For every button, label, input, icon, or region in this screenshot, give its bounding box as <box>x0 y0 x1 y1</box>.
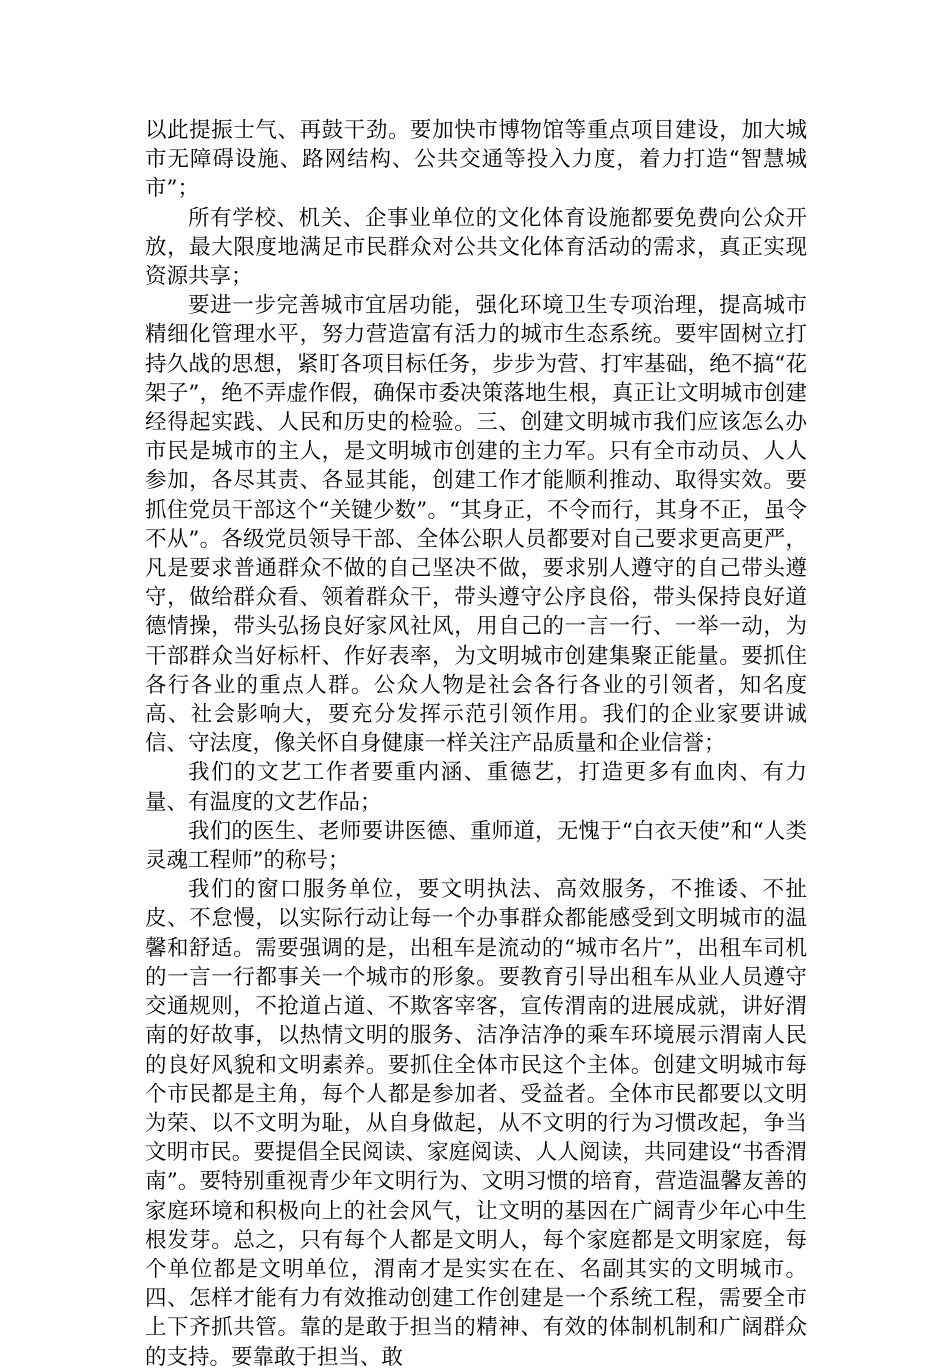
paragraph-1: 以此提振士气、再鼓干劲。要加快市博物馆等重点项目建设，加大城市无障碍设施、路网结构、公共交通等投入力度，着力打造“智慧城市”； <box>145 118 807 202</box>
paragraph-6: 我们的窗口服务单位，要文明执法、高效服务，不推诿、不扯皮、不怠慢，以实际行动让每一个办事群众都能感受到文明城市的温馨和舒适。需要强调的是，出租车是流动的“城市名片”，出租车司机的一言一行都事关一个城市的形象。要教育引导出租车从业人员遵守交通规则，不抢道占道、不欺客宰客，宣传渭南的进展成就，讲好渭南的好故事，以热情文明的服务、洁净洁净的乘车环境展示渭南人民的良好风貌和文明素养。要抓住全体市民这个主体。创建文明城市每个市民都是主角，每个人都是参加者、受益者。全体市民都要以文明为荣、以不文明为耻，从自身做起，从不文明的行为习惯改起，争当文明市民。要提倡全民阅读、家庭阅读、人人阅读，共同建设“书香渭南”。要特别重视青少年文明行为、文明习惯的培育，营造温馨友善的家庭环境和积极向上的社会风气，让文明的基因在广阔青少年心中生根发芽。总之，只有每个人都是文明人，每个家庭都是文明家庭，每个单位都是文明单位，渭南才是实实在在、名副其实的文明城市。四、怎样才能有力有效推动创建工作创建是一个系统工程，需要全市上下齐抓共管。靠的是敢于担当的精神、有效的体制机制和广阔群众的支持。要靠敢于担当、敢 <box>145 877 807 1370</box>
paragraph-5: 我们的医生、老师要讲医德、重师道，无愧于“白衣天使”和“人类灵魂工程师”的称号； <box>145 818 807 874</box>
paragraph-2: 所有学校、机关、企事业单位的文化体育设施都要免费向公众开放，最大限度地满足市民群众对公共文化体育活动的需求，真正实现资源共享； <box>145 205 807 290</box>
paragraph-4: 我们的文艺工作者要重内涵、重德艺，打造更多有血肉、有力量、有温度的文艺作品； <box>145 760 807 815</box>
paragraph-3: 要进一步完善城市宜居功能，强化环境卫生专项治理，提高城市精细化管理水平，努力营造富有活力的城市生态系统。要牢固树立打持久战的思想，紧盯各项目标任务，步步为营、打牢基础，绝不搞“花架子”，绝不弄虚作假，确保市委决策落地生根，真正让文明城市创建经得起实践、人民和历史的检验。三、创建文明城市我们应该怎么办市民是城市的主人，是文明城市创建的主力军。只有全市动员、人人参加，各尽其责、各显其能，创建工作才能顺利推动、取得实效。要抓住党员干部这个“关键少数”。“其身正，不令而行，其身不正，虽令不从”。各级党员领导干部、全体公职人员都要对自己要求更高更严，凡是要求普通群众不做的自己坚决不做，要求别人遵守的自己带头遵守，做给群众看、领着群众干，带头遵守公序良俗，带头保持良好道德情操，带头弘扬良好家风社风，用自己的一言一行、一举一动，为干部群众当好标杆、作好表率，为文明城市创建集聚正能量。要抓住各行各业的重点人群。公众人物是社会各行各业的引领者，知名度高、社会影响大，要充分发挥示范引领作用。我们的企业家要讲诚信、守法度，像关怀自身健康一样关注产品质量和企业信誉； <box>145 293 807 757</box>
document-page <box>145 116 807 1372</box>
